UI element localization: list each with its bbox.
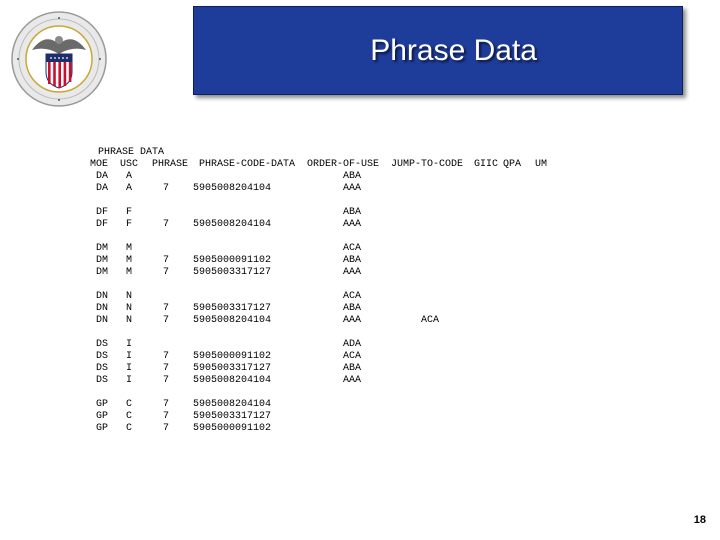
table-cell: AAA [343, 219, 362, 230]
table-cell: ACA [343, 291, 362, 302]
table-cell: 7 [163, 255, 170, 266]
table-cell: I [126, 375, 133, 386]
table-cell: DS [96, 351, 109, 362]
table-cell: DM [96, 243, 109, 254]
table-cell: C [126, 423, 133, 434]
table-cell: N [126, 303, 133, 314]
column-header: PHRASE-CODE-DATA [199, 159, 296, 170]
table-cell: ABA [343, 171, 362, 182]
table-cell: GP [96, 399, 109, 410]
table-cell: 5905003317127 [193, 303, 272, 314]
table-cell: ACA [343, 243, 362, 254]
table-cell: 5905008204104 [193, 375, 272, 386]
table-cell: 5905000091102 [193, 351, 272, 362]
table-cell: 7 [163, 183, 170, 194]
table-cell: AAA [343, 183, 362, 194]
table-cell: N [126, 315, 133, 326]
column-header: QPA [503, 159, 522, 170]
column-header: JUMP-TO-CODE [391, 159, 464, 170]
table-cell: AAA [343, 375, 362, 386]
table-cell: N [126, 291, 133, 302]
table-cell: ACA [343, 351, 362, 362]
table-cell: GP [96, 423, 109, 434]
table-cell: DN [96, 291, 109, 302]
column-header: UM [535, 159, 548, 170]
table-cell: F [126, 207, 133, 218]
table-cell: 7 [163, 363, 170, 374]
table-cell: DA [96, 171, 109, 182]
table-cell: 5905003317127 [193, 363, 272, 374]
table-cell: 5905003317127 [193, 411, 272, 422]
table-cell: M [126, 267, 133, 278]
column-header: ORDER-OF-USE [307, 159, 380, 170]
column-header: USC [120, 159, 139, 170]
table-cell: 5905008204104 [193, 315, 272, 326]
table-cell: AAA [343, 315, 362, 326]
table-cell: ABA [343, 363, 362, 374]
table-cell: A [126, 183, 133, 194]
table-cell: 7 [163, 303, 170, 314]
table-cell: I [126, 351, 133, 362]
page-title: Phrase Data [370, 33, 537, 67]
table-cell: ABA [343, 255, 362, 266]
table-cell: 7 [163, 351, 170, 362]
column-header: GIIC [474, 159, 499, 170]
table-cell: GP [96, 411, 109, 422]
table-cell: 5905003317127 [193, 267, 272, 278]
page-number: 18 [693, 514, 706, 526]
table-cell: 7 [163, 423, 170, 434]
table-cell: 5905008204104 [193, 219, 272, 230]
column-header: PHRASE [152, 159, 189, 170]
table-cell: DA [96, 183, 109, 194]
table-cell: 7 [163, 219, 170, 230]
column-header: MOE [90, 159, 109, 170]
table-cell: DS [96, 363, 109, 374]
table-cell: AAA [343, 267, 362, 278]
table-cell: I [126, 339, 133, 350]
table-cell: 5905008204104 [193, 399, 272, 410]
table-cell: F [126, 219, 133, 230]
table-cell: DF [96, 207, 109, 218]
title-banner [193, 6, 683, 95]
table-cell: 5905008204104 [193, 183, 272, 194]
table-cell: DS [96, 375, 109, 386]
table-cell: 7 [163, 375, 170, 386]
table-cell: DM [96, 267, 109, 278]
table-cell: 7 [163, 267, 170, 278]
table-cell: 7 [163, 411, 170, 422]
table-cell: A [126, 171, 133, 182]
table-cell: I [126, 363, 133, 374]
table-cell: M [126, 255, 133, 266]
table-cell: DF [96, 219, 109, 230]
table-cell: 5905000091102 [193, 255, 272, 266]
table-cell: 7 [163, 399, 170, 410]
table-cell: DN [96, 303, 109, 314]
table-cell: DM [96, 255, 109, 266]
table-cell: 5905000091102 [193, 423, 272, 434]
dla-seal-logo [10, 10, 108, 108]
table-cell: ACA [421, 315, 440, 326]
table-cell: M [126, 243, 133, 254]
table-cell: C [126, 399, 133, 410]
table-heading: PHRASE DATA [98, 147, 165, 158]
table-cell: C [126, 411, 133, 422]
table-cell: ABA [343, 207, 362, 218]
table-cell: DS [96, 339, 109, 350]
table-cell: ABA [343, 303, 362, 314]
table-cell: DN [96, 315, 109, 326]
table-cell: 7 [163, 315, 170, 326]
table-cell: ADA [343, 339, 362, 350]
